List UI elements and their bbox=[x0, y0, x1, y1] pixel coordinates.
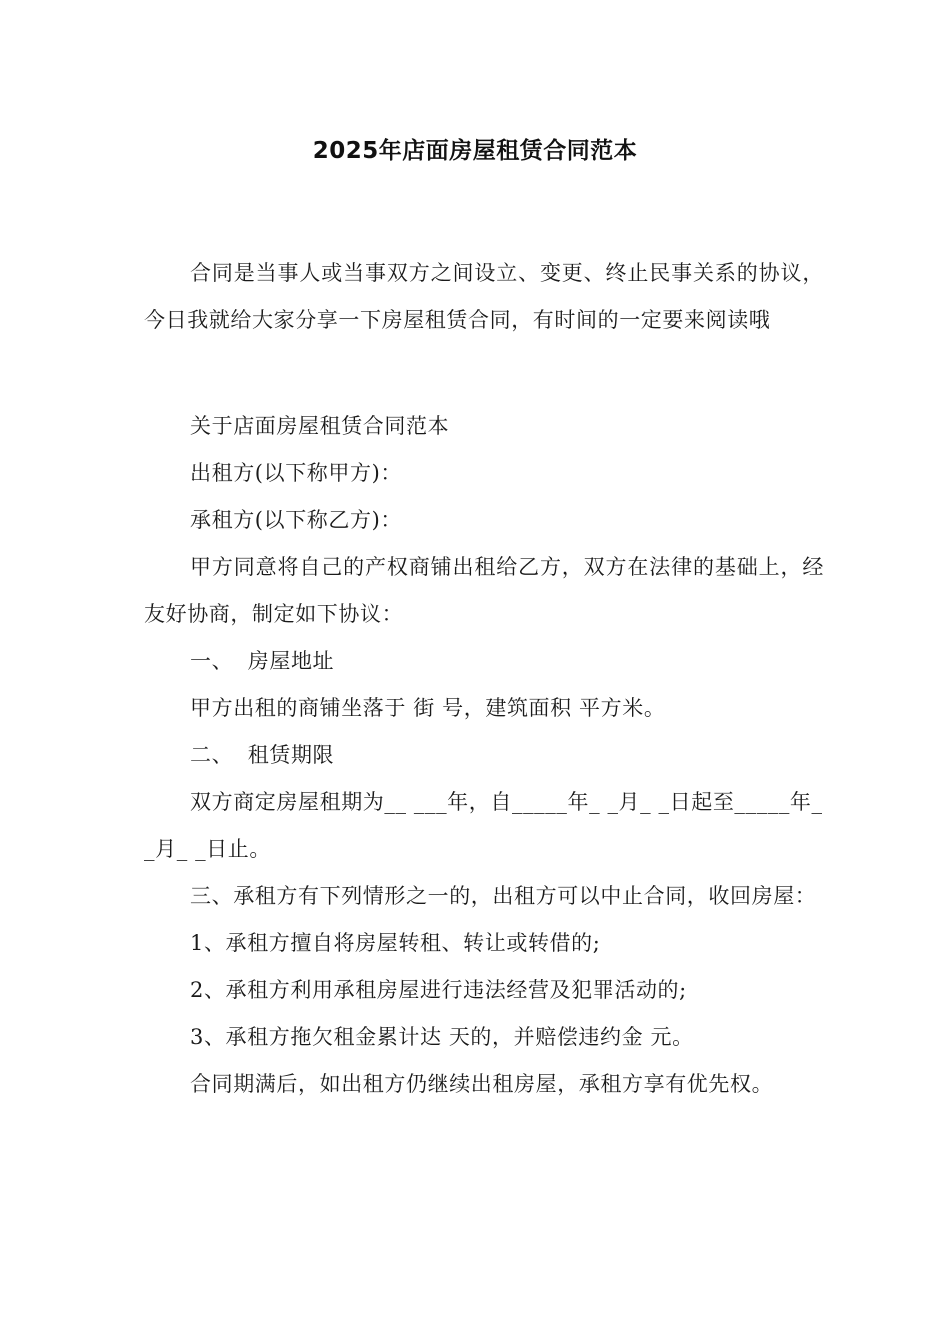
agreement-paragraph: 甲方同意将自己的产权商铺出租给乙方，双方在法律的基础上，经友好协商，制定如下协议： bbox=[144, 555, 824, 626]
clause-heading-term: 二、 租赁期限 bbox=[190, 743, 335, 767]
termination-item-1: 1、承租方擅自将房屋转租、转让或转借的; bbox=[190, 931, 601, 955]
intro-paragraph: 合同是当事人或当事双方之间设立、变更、终止民事关系的协议，今日我就给大家分享一下房屋租赁合同，有时间的一定要来阅读哦 bbox=[144, 261, 824, 332]
section-heading: 关于店面房屋租赁合同范本 bbox=[190, 414, 450, 438]
termination-item-2: 2、承租方利用承租房屋进行违法经营及犯罪活动的; bbox=[190, 978, 687, 1002]
clause-heading-address: 一、 房屋地址 bbox=[190, 649, 335, 673]
address-paragraph: 甲方出租的商铺坐落于 街 号，建筑面积 平方米。 bbox=[190, 696, 666, 720]
document-title: 2025年店面房屋租赁合同范本 bbox=[312, 138, 638, 164]
lessee-line: 承租方(以下称乙方)： bbox=[190, 508, 402, 532]
renewal-paragraph: 合同期满后，如出租方仍继续出租房屋，承租方享有优先权。 bbox=[190, 1072, 774, 1096]
paragraph-spacer bbox=[144, 344, 824, 403]
term-paragraph: 双方商定房屋租期为__ ___年，自_____年_ _月_ _日起至_____年_ _月_ _日止。 bbox=[144, 790, 823, 861]
lessor-line: 出租方(以下称甲方)： bbox=[190, 461, 402, 485]
termination-paragraph: 三、承租方有下列情形之一的，出租方可以中止合同，收回房屋： bbox=[190, 884, 817, 908]
document-body bbox=[144, 250, 824, 1108]
termination-item-3: 3、承租方拖欠租金累计达 天的，并赔偿违约金 元。 bbox=[190, 1025, 694, 1049]
